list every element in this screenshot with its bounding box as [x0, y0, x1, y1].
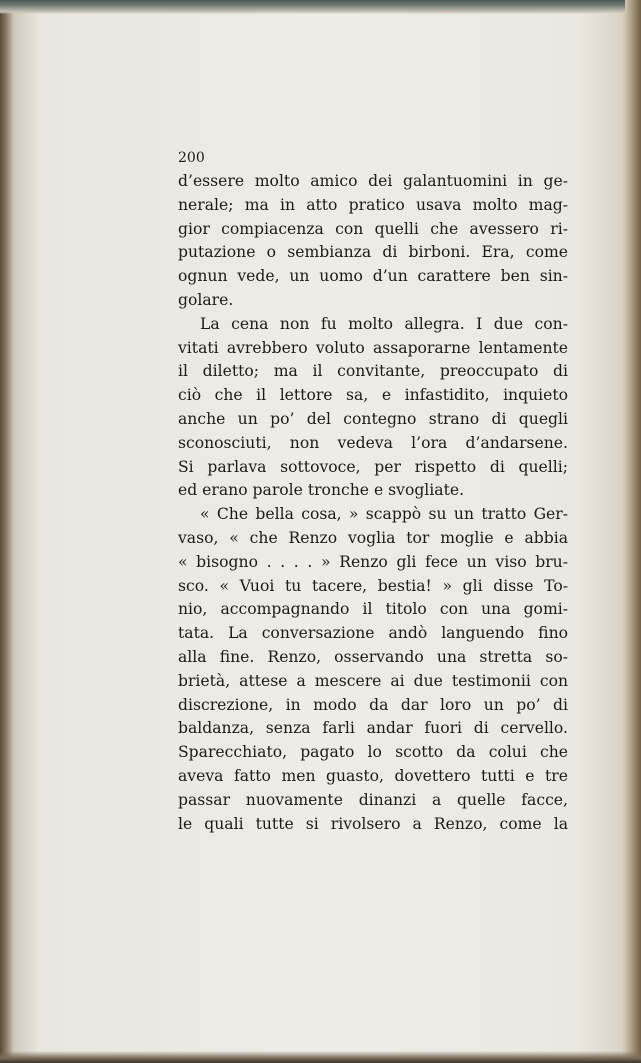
- text-line: golare.: [178, 290, 234, 309]
- text-line: vaso, « che Renzo voglia tor moglie e abbia: [178, 528, 568, 547]
- text-line: Si parlava sottovoce, per rispetto di quelli;: [178, 457, 568, 476]
- text-line: sconosciuti, non vedeva l’ora d’andarsene.: [178, 433, 568, 452]
- page-text-block: [178, 146, 568, 836]
- page-bottom-edge: [0, 1051, 641, 1063]
- text-line: Sparecchiato, pagato lo scotto da colui che: [178, 743, 568, 762]
- text-line: vitati avrebbero voluto assaporarne lentamente: [178, 338, 568, 357]
- text-line: sco. « Vuoi tu tacere, bestia! » gli disse To-: [178, 576, 568, 595]
- text-line: passar nuovamente dinanzi a quelle facce,: [178, 790, 568, 809]
- page-top-edge: [0, 0, 641, 14]
- text-line: ed erano parole tronche e svogliate.: [178, 481, 465, 500]
- text-line: « bisogno . . . . » Renzo gli fece un viso bru-: [178, 552, 568, 571]
- text-line: La cena non fu molto allegra. I due con-: [200, 314, 568, 333]
- text-line: ciò che il lettore sa, e infastidito, inquieto: [178, 386, 568, 405]
- text-lines: [178, 170, 568, 836]
- text-line: ognun vede, un uomo d’un carattere ben sin-: [178, 267, 568, 286]
- text-line: il diletto; ma il convitante, preoccupato di: [178, 362, 568, 381]
- text-line: nerale; ma in atto pratico usava molto mag-: [178, 195, 568, 214]
- text-line: baldanza, senza farli andar fuori di cervello.: [178, 719, 568, 738]
- text-line: gior compiacenza con quelli che avessero ri-: [178, 219, 568, 238]
- text-line: tata. La conversazione andò languendo fino: [178, 624, 568, 643]
- text-line: alla fine. Renzo, osservando una stretta so-: [178, 647, 568, 666]
- text-line: aveva fatto men guasto, dovettero tutti e tre: [178, 766, 568, 785]
- text-line: le quali tutte si rivolsero a Renzo, come la: [178, 814, 568, 833]
- text-line: nio, accompagnando il titolo con una gomi-: [178, 600, 568, 619]
- page-right-edge: [625, 0, 641, 1063]
- text-line: brietà, attese a mescere ai due testimonii con: [178, 671, 568, 690]
- text-line: anche un po’ del contegno strano di quegli: [178, 409, 568, 428]
- text-line: d’essere molto amico dei galantuomini in ge-: [178, 172, 568, 190]
- text-line: discrezione, in modo da dar loro un po’ di: [178, 695, 568, 714]
- text-line: « Che bella cosa, » scappò su un tratto Ger-: [200, 505, 568, 524]
- text-line: putazione o sembianza di birboni. Era, come: [178, 243, 568, 262]
- page-number: 200: [178, 150, 205, 166]
